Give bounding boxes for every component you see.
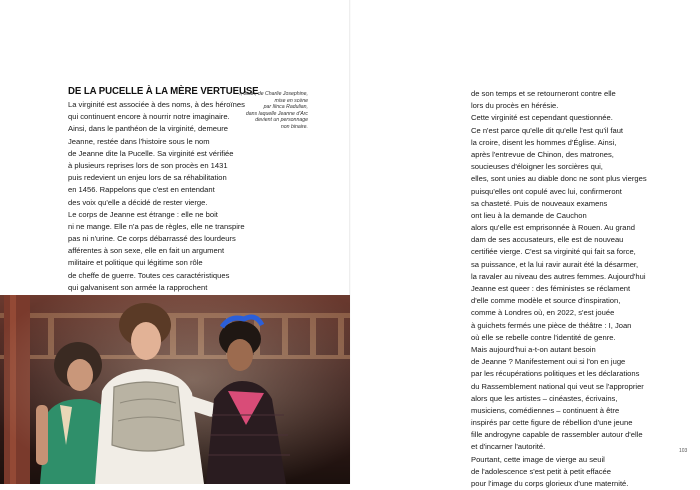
text-line: ont lieu à la demande de Cauchon: [471, 210, 587, 220]
text-line: afférentes à son sexe, elle en fait un argument: [68, 246, 225, 256]
text-line: sa puissance, et la lui ravir aurait été la désarmer,: [471, 259, 639, 269]
right-column-text: [471, 88, 647, 490]
text-line: pour l'image du corps glorieux d'une maternité.: [471, 479, 629, 488]
text-line: de Jeanne dite la Pucelle. Sa virginité est vérifiée: [68, 148, 234, 158]
text-line: fille androgyne capable de rassembler autour d'elle: [471, 430, 643, 440]
text-line: après l'entrevue de Chinon, des matrones,: [471, 149, 614, 159]
text-line: comme à Londres où, en 2022, s'est jouée: [471, 308, 615, 318]
caption-line: non binaire.: [280, 123, 308, 130]
text-line: ni ne mange. Elle n'a pas de règles, elle ne transpire: [68, 221, 245, 231]
text-line: en 1456. Rappelons que c'est en entendant: [68, 185, 215, 195]
text-line: lors du procès en hérésie.: [471, 101, 559, 111]
caption-line: I, Joan, de Charlie Josephine,: [239, 91, 308, 97]
text-line: soucieuses d'éloigner les sorcières qui,: [471, 162, 603, 172]
text-line: alors que les artistes – cinéastes, écrivains,: [471, 393, 618, 403]
text-line: où elle se rebelle contre l'identité de genre.: [471, 332, 616, 342]
text-line: à guichets fermés une pièce de théâtre : I, Joan: [471, 320, 632, 330]
article-heading: DE LA PUCELLE À LA MÈRE VERTUEUSE: [68, 85, 259, 97]
text-line: Mais aujourd'hui a-t-on autant besoin: [471, 344, 596, 354]
text-line: sa chasteté. Puis de nouveaux examens: [471, 198, 608, 208]
stage-scene-illustration: [0, 295, 350, 484]
left-column-text: [68, 99, 245, 306]
text-line: Jeanne est queer : des féministes se réclament: [471, 284, 631, 293]
caption-line: devient un personnage: [255, 117, 308, 124]
caption-line: mise en scène: [274, 97, 308, 104]
page-number: 103: [679, 448, 688, 454]
text-line: alors qu'elle est emprisonnée à Rouen. Au grand: [471, 223, 635, 233]
text-line: pas ni n'urine. Ce corps débarrassé des lourdeurs: [68, 234, 236, 244]
text-line: La virginité est associée à des noms, à des héroïnes: [68, 100, 245, 109]
text-line: elles, sont unies au diable donc ne sont plus vierges: [471, 174, 647, 184]
text-line: musiciens, comédiennes – continuent à être: [471, 405, 620, 415]
text-line: Le corps de Jeanne est étrange : elle ne boit: [68, 209, 218, 219]
text-line: Pourtant, cette image de vierge au seuil: [471, 454, 605, 464]
photo-caption: [238, 91, 308, 131]
text-line: Ainsi, dans le panthéon de la virginité, demeure: [68, 124, 228, 134]
text-line: puisqu'elles ont copulé avec lui, confirmeront: [471, 186, 622, 196]
text-line: par les récupérations politiques et les déclarations: [471, 369, 640, 379]
text-line: la croire, disent les hommes d'Église. Ainsi,: [471, 137, 617, 147]
text-line: Ce n'est parce qu'elle dit qu'elle l'est qu'il faut: [471, 125, 624, 135]
text-line: inspirés par cette figure de rébellion d'une jeune: [471, 418, 633, 428]
text-line: qui galvanisent son armée la rapprochent: [68, 282, 208, 292]
text-line: puis redevient un enjeu lors de sa réhabilitation: [68, 173, 227, 183]
text-line: du Rassemblement national qui veut se l'approprier: [471, 381, 644, 391]
text-line: des voix qu'elle a décidé de rester vierge.: [68, 197, 208, 207]
text-line: certifiée vierge. C'est sa virginité qui fait sa force,: [471, 247, 636, 257]
text-line: la ravaler au niveau des autres femmes. Aujourd'hui: [471, 271, 646, 281]
text-line: Jeanne, restée dans l'histoire sous le nom: [68, 136, 210, 146]
text-line: à plusieurs reprises lors de son procès en 1431: [68, 160, 228, 170]
text-line: qui continuent encore à nourrir notre imaginaire.: [68, 112, 230, 122]
text-line: et d'incarner l'autorité.: [471, 442, 546, 452]
theatre-photo: [0, 295, 350, 484]
text-line: Cette virginité est cependant questionnée.: [471, 113, 613, 123]
caption-line: par Ilinca Radulian,: [263, 104, 308, 111]
text-line: dam de ses accusateurs, elle est de nouveau: [471, 235, 624, 245]
text-line: d'elle comme modèle et source d'inspiration,: [471, 296, 621, 306]
text-line: de l'adolescence s'est petit à petit effacée: [471, 466, 611, 476]
caption-line: dans laquelle Jeanne d'Arc: [245, 110, 308, 117]
text-line: de son temps et se retourneront contre elle: [471, 89, 616, 98]
text-line: militaire et politique qui légitime son rôle: [68, 258, 203, 268]
text-line: de Jeanne ? Manifestement oui si l'on en juge: [471, 357, 626, 367]
text-line: de cheffe de guerre. Toutes ces caractéristiques: [68, 270, 230, 280]
